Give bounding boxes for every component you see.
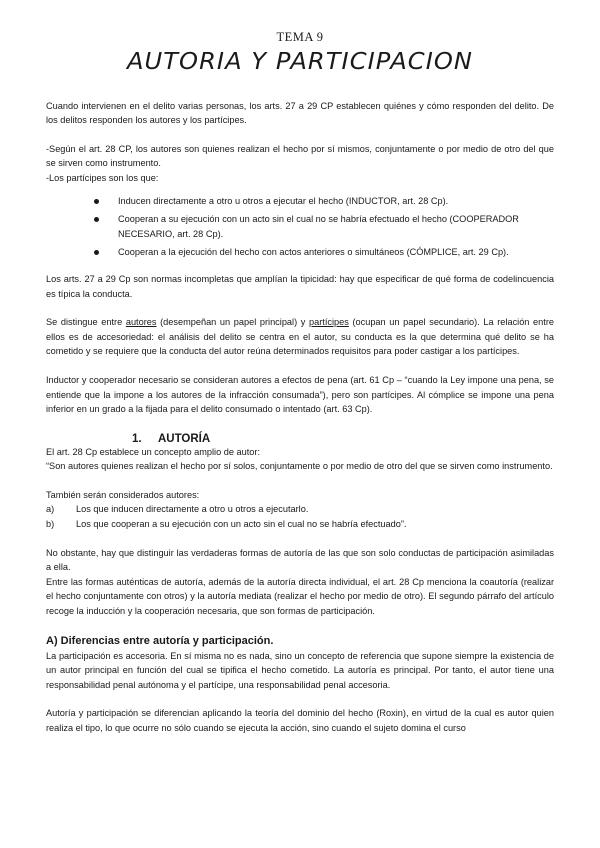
section-a-paragraph-2: Autoría y participación se diferencian aplicando la teoría del dominio del hecho (Roxin), en virtud de la cual es autor quien realiza el tipo, lo que ocurre no sólo cuando se ejecuta la acción, sino cuando el sujeto domina el curso — [46, 708, 554, 733]
list-marker: b) — [46, 519, 55, 530]
list-item: Cooperan a la ejecución del hecho con actos anteriores o simultáneos (CÓMPLICE, art. 29 Cp). — [118, 245, 554, 260]
section-1-paragraph-3: También serán considerados autores: — [46, 489, 200, 500]
topic-number: TEMA 9 — [276, 30, 324, 44]
intro-paragraph-5 — [46, 315, 554, 359]
section-1-paragraph-4: No obstante, hay que distinguir las verdaderas formas de autoría de las que son solo conductas de participación asimiladas a ella. — [46, 547, 554, 573]
section-title: AUTORÍA — [158, 432, 211, 445]
list-marker: a) — [46, 504, 55, 515]
term-autores: autores — [125, 317, 157, 328]
list-text: Los que inducen directamente a otro u otros a ejecutarlo. — [76, 504, 309, 515]
list-item — [46, 517, 554, 532]
term-participes: partícipes — [308, 317, 349, 328]
list-item: Inducen directamente a otro u otros a ejecutar el hecho (INDUCTOR, art. 28 Cp). — [118, 194, 554, 209]
intro-paragraph-2: -Según el art. 28 CP, los autores son quienes realizan el hecho por sí mismos, conjuntamente o por medio de otro del que se sirven como instrumento. — [46, 143, 554, 169]
section-a-heading: A) Diferencias entre autoría y participación. — [46, 634, 274, 647]
section-1-quote: “Son autores quienes realizan el hecho por sí solos, conjuntamente o por medio de otro del que se sirven como instrumento. — [46, 461, 553, 472]
intro-paragraph-4: Los arts. 27 a 29 Cp son normas incompletas que amplían la tipicidad: hay que especificar de qué forma de codelincuencia es típica la conducta. — [46, 273, 554, 299]
list-text: Los que cooperan a su ejecución con un acto sin el cual no se habría efectuado”. — [76, 519, 407, 530]
section-number: 1. — [132, 432, 142, 445]
intro-paragraph-1: Cuando intervienen en el delito varias personas, los arts. 27 a 29 CP establecen quiénes y cómo responden del delito. De los delitos responden los autores y los partícipes. — [46, 100, 554, 126]
intro-paragraph-6: Inductor y cooperador necesario se consideran autores a efectos de pena (art. 61 Cp – “cuando la Ley impone una pena, se entiende que la impone a los autores de la infracción consumada”), pero son partícipes. Al cómplice se impone una pena inferior en un grado a la fijada para el delito consumado o intentado (art. 63 Cp). — [46, 374, 554, 415]
section-1-heading — [46, 433, 554, 445]
list-item — [46, 502, 554, 517]
participants-list — [46, 194, 554, 260]
section-1-paragraph-5: Entre las formas auténticas de autoría, además de la autoría directa individual, el art. 28 Cp menciona la coautoría (realizar el hecho conjuntamente con otros) y la autoría mediata (realizar el hecho por medio de otro). El segundo párrafo del artículo recoge la inducción y la cooperación necesaria, que son formas de participación. — [46, 576, 554, 617]
intro-paragraph-3: -Los partícipes son los que: — [46, 172, 159, 183]
section-a-paragraph-1: La participación es accesoria. En sí misma no es nada, sino un concepto de referencia que supone siempre la existencia de un autor principal en función del cual se tipifica el hecho cometido. La autoría es principal. Por tanto, el autor tiene una responsabilidad penal autónoma y el partícipe, una responsabilidad penal accesoria. — [46, 650, 554, 690]
text-run: (ocupan un papel secundario). La relación entre ellos es de accesoriedad: el análisis del delito se centra en el autor, su conducta es la que determina qué delito se ha cometido y se requiere que la conducta del autor reúna determinados requisitos para poder castigar a los partícipes. — [46, 317, 554, 357]
list-item: Cooperan a su ejecución con un acto sin el cual no se habría efectuado el hecho (COOPERADOR NECESARIO, art. 28 Cp). — [118, 212, 554, 241]
authors-list — [46, 502, 554, 531]
text-run: Se distingue entre — [46, 317, 126, 328]
document-title: AUTORIA Y PARTICIPACION — [126, 48, 474, 75]
section-1-paragraph-1: El art. 28 Cp establece un concepto amplio de autor: — [46, 446, 260, 457]
text-run: (desempeñan un papel principal) y — [156, 317, 309, 328]
